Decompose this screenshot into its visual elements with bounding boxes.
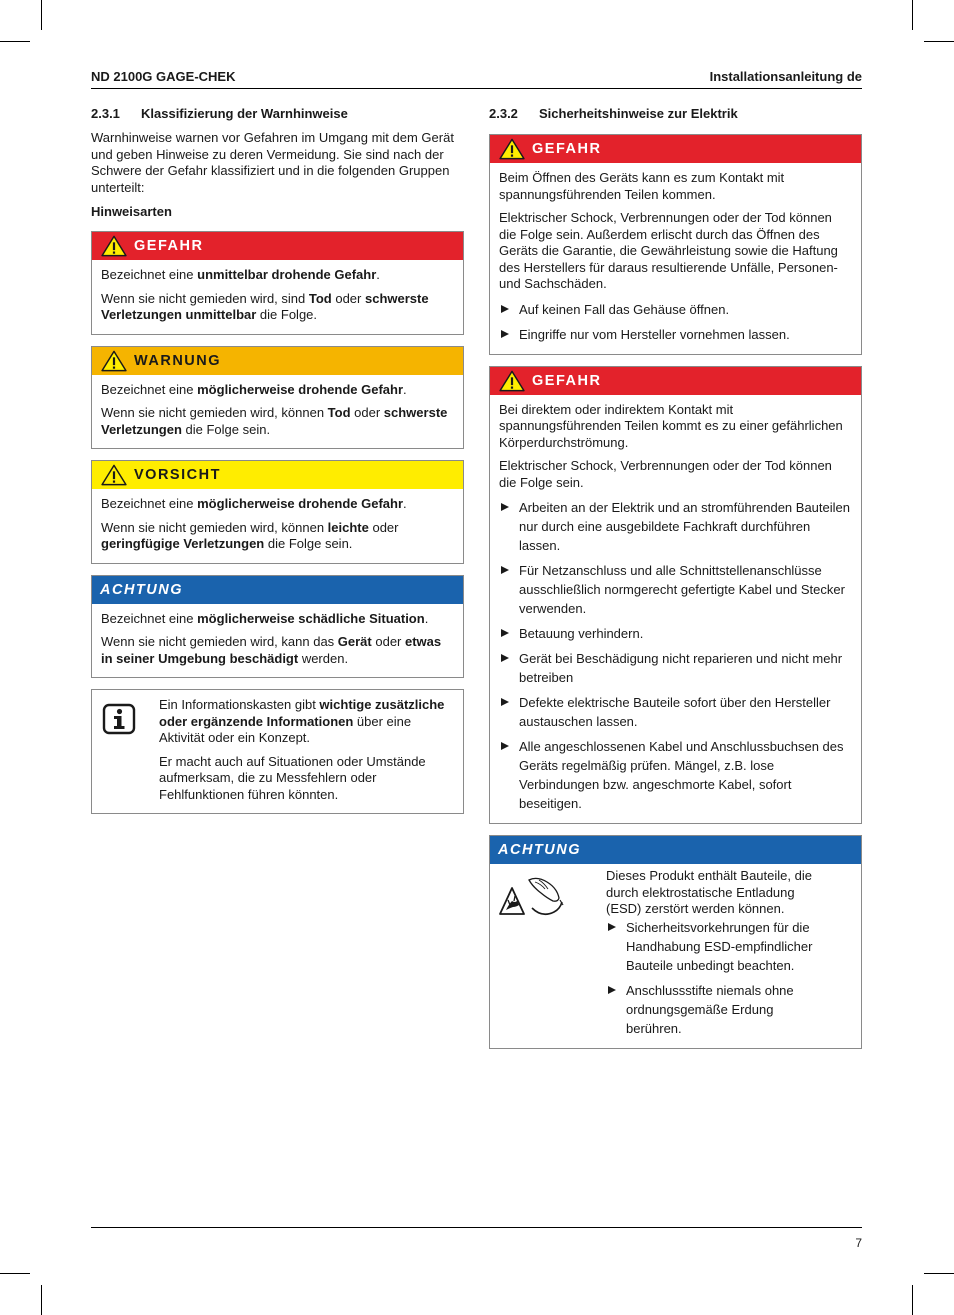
danger-box xyxy=(91,231,464,335)
list-item: Defekte elektrische Bauteile sofort über den Hersteller austauschen lassen. xyxy=(499,693,852,731)
danger-text: Bezeichnet eine unmittelbar drohende Gefahr. xyxy=(101,267,380,282)
section-title: Sicherheitshinweise zur Elektrik xyxy=(539,106,738,121)
info-text: Er macht auch auf Situationen oder Umstände aufmerksam, die zu Messfehlern oder Fehlfunktionen führen könnten. xyxy=(159,753,426,802)
warning-title: WARNUNG xyxy=(134,352,222,369)
section-heading xyxy=(91,106,464,121)
list-item: Sicherheitsvorkehrungen für die Handhabung ESD-empfindlicher Bauteile unbedingt beachten. xyxy=(606,918,832,975)
intro-text: Warnhinweise warnen vor Gefahren im Umgang mit dem Gerät und geben Hinweise zu deren Vermeidung. Sie sind nach der Schwere der Gefahr klassifiziert und in die folgenden Gruppen unterteilt: xyxy=(91,130,454,195)
info-content xyxy=(151,697,454,803)
crop-mark xyxy=(924,1273,954,1274)
caution-body xyxy=(92,489,463,563)
notice-text: Wenn sie nicht gemieden wird, kann das Gerät oder etwas in seiner Umgebung beschädigt werden. xyxy=(101,634,442,666)
crop-mark xyxy=(0,1273,30,1274)
danger-header xyxy=(92,232,463,260)
list-item: Anschlussstifte niemals ohne ordnungsgemäße Erdung berühren. xyxy=(606,981,832,1038)
warning-triangle-icon xyxy=(498,138,526,160)
list-item: Für Netzanschluss und alle Schnittstellenanschlüsse ausschließlich normgerecht gefertigte Kabel und Stecker verwenden. xyxy=(499,561,852,618)
warning-triangle-icon xyxy=(100,464,128,486)
bullet-list xyxy=(499,300,852,344)
notice-body xyxy=(490,864,861,1048)
list-item: Betauung verhindern. xyxy=(499,624,852,643)
crop-mark xyxy=(912,0,913,30)
info-icon xyxy=(102,703,136,735)
crop-mark xyxy=(41,0,42,30)
warning-triangle-icon xyxy=(100,350,128,372)
bullet-list xyxy=(606,918,832,1038)
notice-header xyxy=(490,836,861,864)
info-box xyxy=(91,689,464,814)
section-number: 2.3.2 xyxy=(489,106,518,121)
right-column xyxy=(489,106,862,1060)
danger-text: Elektrischer Schock, Verbrennungen oder der Tod können die Folge sein. Außerdem erlischt durch das Öffnen des Geräts die Garantie, die Gewährleistung sowie die Haftung des Herstellers für daraus resultierende Unfälle, Personen- und Sachschäden. xyxy=(499,210,838,291)
caution-text: Wenn sie nicht gemieden wird, können leichte oder geringfügige Verletzungen die Folge sein. xyxy=(101,519,399,551)
section-title: Klassifizierung der Warnhinweise xyxy=(141,106,348,121)
caution-header xyxy=(92,461,463,489)
page-header xyxy=(91,69,862,89)
danger-body xyxy=(92,260,463,334)
list-item: Alle angeschlossenen Kabel und Anschlussbuchsen des Geräts regelmäßig prüfen. Mängel, z.B. lose Verbindungen bzw. angeschmorte Kabel, sofort beseitigen. xyxy=(499,737,852,813)
section-number: 2.3.1 xyxy=(91,106,120,121)
info-icon-wrap xyxy=(101,697,151,803)
crop-mark xyxy=(924,41,954,42)
notice-box xyxy=(91,575,464,679)
header-product: ND 2100G GAGE-CHEK xyxy=(91,69,236,84)
header-doc-title: Installationsanleitung de xyxy=(709,69,862,84)
danger-header xyxy=(490,367,861,395)
crop-mark xyxy=(912,1285,913,1315)
list-item: Auf keinen Fall das Gehäuse öffnen. xyxy=(499,300,852,319)
warning-box xyxy=(91,346,464,450)
danger-header xyxy=(490,135,861,163)
danger-box xyxy=(489,366,862,825)
danger-title: GEFAHR xyxy=(134,238,204,254)
caution-title: VORSICHT xyxy=(134,467,221,483)
danger-text: Bei direktem oder indirektem Kontakt mit spannungsführenden Teilen kommt es zu einer gefährlichen Körperdurchströmung. xyxy=(499,401,843,450)
footer-rule xyxy=(91,1227,862,1228)
notice-header xyxy=(92,576,463,604)
notice-body xyxy=(92,604,463,678)
caution-text: Bezeichnet eine möglicherweise drohende Gefahr. xyxy=(101,496,407,511)
subheading: Hinweisarten xyxy=(91,204,172,219)
danger-box xyxy=(489,134,862,355)
section-heading xyxy=(489,106,862,121)
danger-body xyxy=(490,163,861,354)
notice-box xyxy=(489,835,862,1049)
esd-icon-wrap xyxy=(499,868,606,1038)
left-column xyxy=(91,106,464,814)
notice-text: Bezeichnet eine möglicherweise schädliche Situation. xyxy=(101,610,429,626)
danger-text: Wenn sie nicht gemieden wird, sind Tod oder schwerste Verletzungen unmittelbar die Folge. xyxy=(101,290,429,322)
warning-text: Wenn sie nicht gemieden wird, können Tod oder schwerste Verletzungen die Folge sein. xyxy=(101,405,448,437)
danger-body xyxy=(490,395,861,824)
danger-title: GEFAHR xyxy=(532,372,602,389)
page-number: 7 xyxy=(855,1236,862,1250)
list-item: Eingriffe nur vom Hersteller vornehmen lassen. xyxy=(499,325,852,344)
warning-triangle-icon xyxy=(498,370,526,392)
crop-mark xyxy=(0,41,30,42)
notice-title: ACHTUNG xyxy=(498,842,581,858)
crop-mark xyxy=(41,1285,42,1315)
warning-triangle-icon xyxy=(100,235,128,257)
caution-box xyxy=(91,460,464,564)
warning-text: Bezeichnet eine möglicherweise drohende Gefahr. xyxy=(101,381,407,397)
notice-text: Dieses Produkt enthält Bauteile, die durch elektrostatische Entladung (ESD) zerstört werden können. xyxy=(606,868,812,916)
list-item: Gerät bei Beschädigung nicht reparieren und nicht mehr betreiben xyxy=(499,649,852,687)
warning-header xyxy=(92,347,463,375)
bullet-list xyxy=(499,498,852,813)
info-text: Ein Informationskasten gibt wichtige zusätzliche oder ergänzende Informationen über eine Aktivität oder ein Konzept. xyxy=(159,697,445,745)
list-item: Arbeiten an der Elektrik und an stromführenden Bauteilen nur durch eine ausgebildete Fachkraft durchführen lassen. xyxy=(499,498,852,555)
warning-body xyxy=(92,375,463,449)
danger-title: GEFAHR xyxy=(532,141,602,157)
danger-text: Elektrischer Schock, Verbrennungen oder der Tod können die Folge sein. xyxy=(499,458,832,490)
notice-title: ACHTUNG xyxy=(100,581,183,598)
esd-hand-icon xyxy=(499,874,565,922)
notice-content xyxy=(606,868,852,1038)
danger-text: Beim Öffnen des Geräts kann es zum Kontakt mit spannungsführenden Teilen kommen. xyxy=(499,170,785,202)
